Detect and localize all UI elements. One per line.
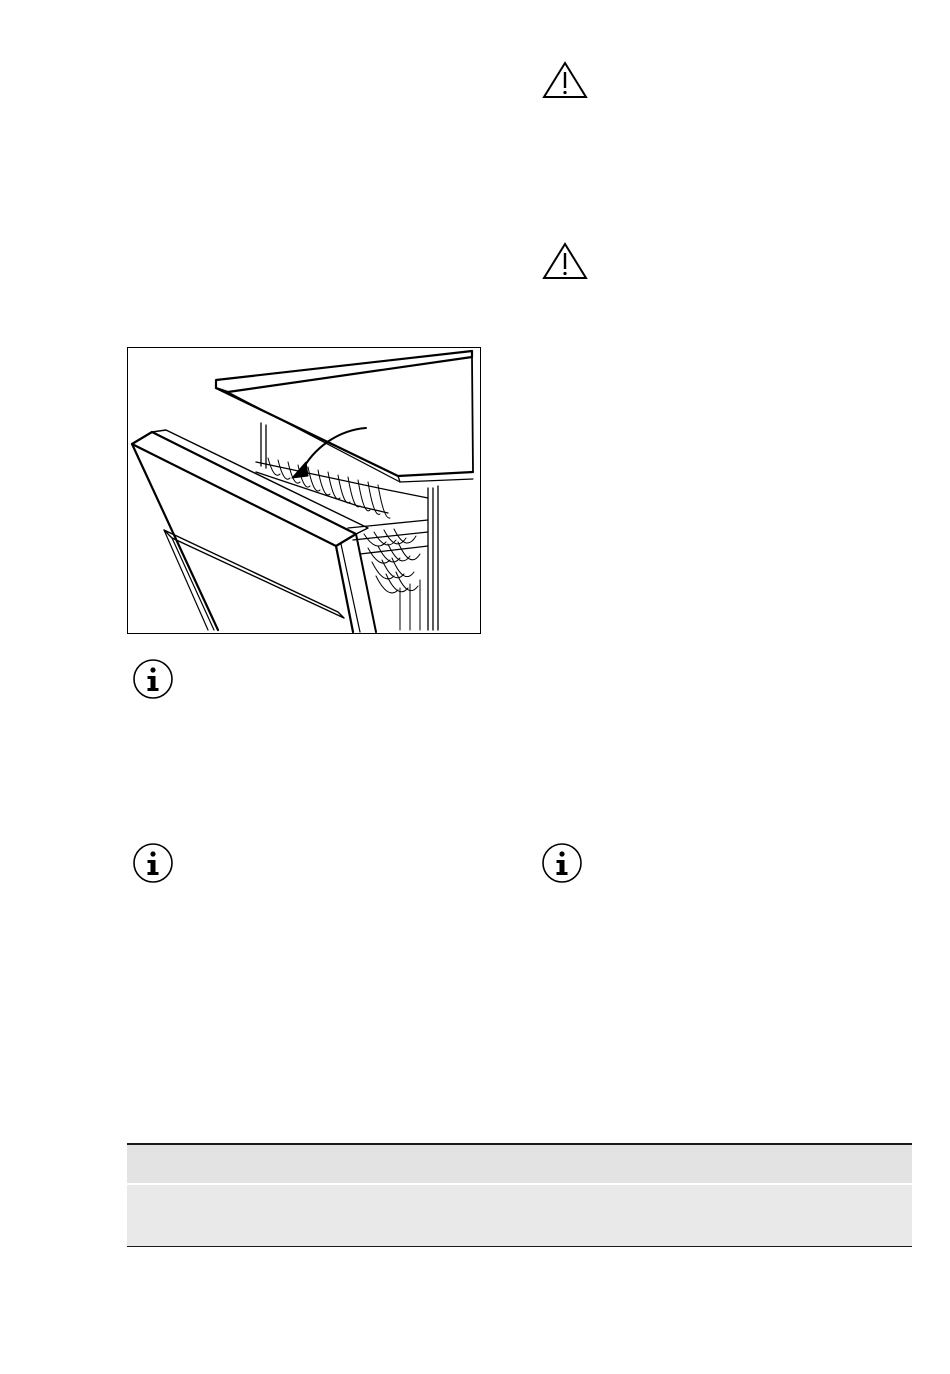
- table-row: [127, 1185, 912, 1246]
- warning-triangle-icon: [541, 241, 589, 281]
- dishwasher-illustration: [127, 347, 481, 634]
- warning-triangle-icon: [541, 60, 589, 100]
- table-header: [127, 1145, 912, 1183]
- info-circle-icon: [132, 842, 174, 884]
- table-bottom-rule: [127, 1246, 912, 1247]
- info-circle-icon: [541, 842, 583, 884]
- info-circle-icon: [132, 658, 174, 700]
